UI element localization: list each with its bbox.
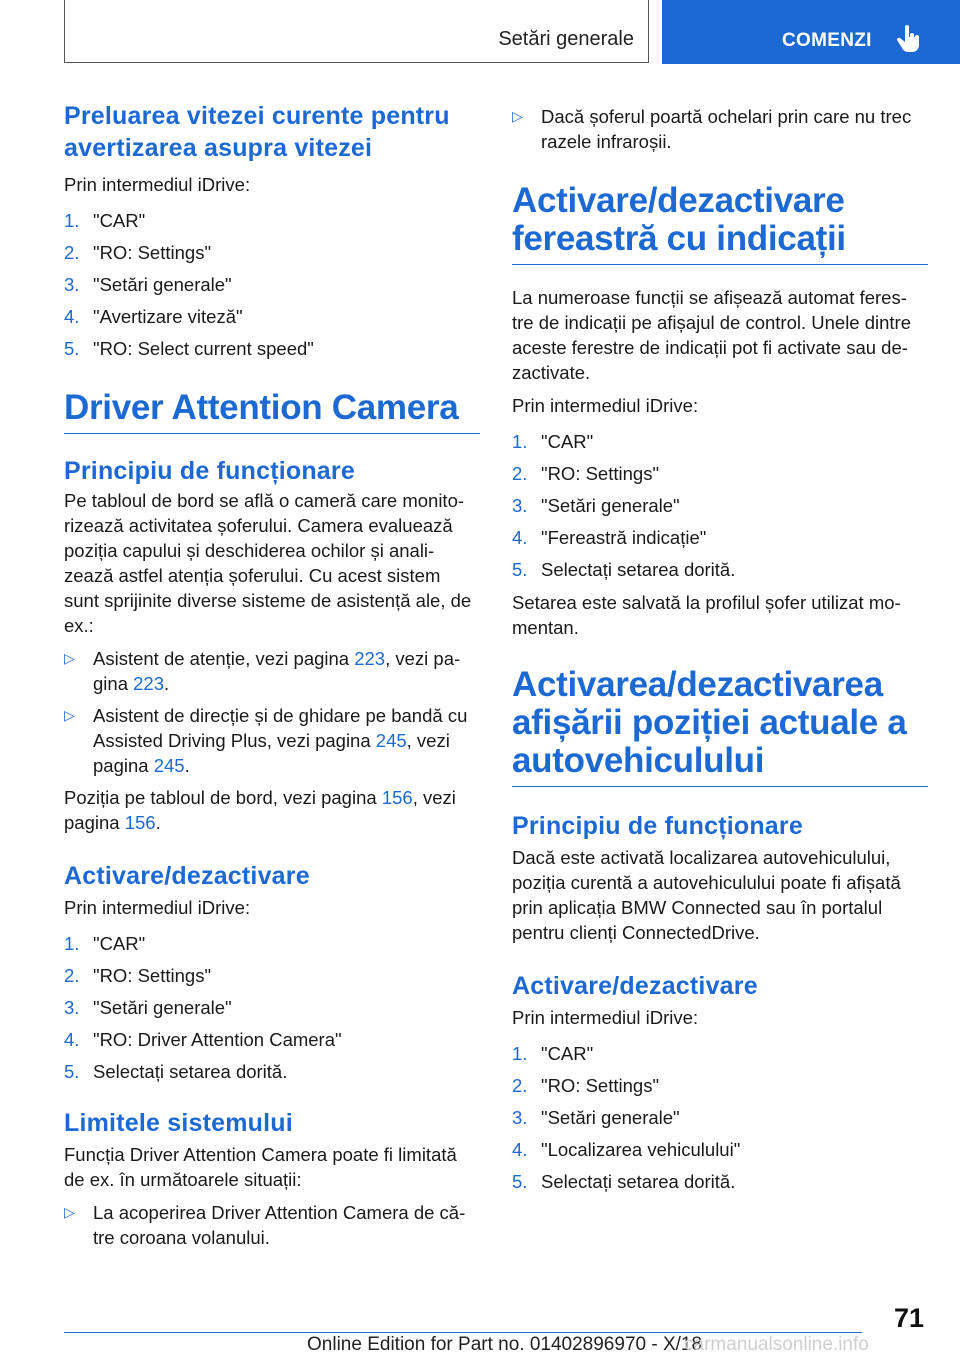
section-title: Setări generale [498,28,634,50]
list-item: 3. "Setări generale" [512,495,680,516]
limits-list [64,1200,480,1250]
list-item: 5. "RO: Select current speed" [64,338,314,359]
page-number: 71 [894,1303,925,1333]
page-link[interactable]: 223 [354,648,386,669]
list-item: 3. "Setări generale" [512,1107,680,1128]
list-item: 1. "CAR" [512,431,594,452]
page-link[interactable]: 223 [133,673,164,694]
list-item: 3. "Setări generale" [64,274,232,295]
idrive-intro: Prin intermediul iDrive: [64,897,251,918]
principle-text: Pe tabloul de bord se află o cameră care monito-rizează activitatea șoferului. Camera evaluează poziția capului și deschiderea ochilor și anali-zează astfel atenția șoferului. Cu acest sistem sunt sprijinite diverse sisteme de asistență ale, de ex.: [64,490,472,636]
page-link[interactable]: 156 [381,787,413,808]
commands-button-label: COMENZI [782,30,872,51]
list-item: ▷ Dacă șoferul poartă ochelari prin care nu trec razele infraroșii. [512,106,912,152]
list-item: ▷ Asistent de direcție și de ghidare pe bandă cu Assisted Driving Plus, vezi pagina 245, vezi pagina 245. [64,705,468,776]
right-column [512,100,928,1198]
list-item: 5. Selectați setarea dorită. [512,1171,736,1192]
chapter-title-hint-window: Activare/dezactivare fereastră cu indicații [512,182,928,265]
saved-setting-text: Setarea este salvată la profilul șofer utilizat mo-mentan. [512,592,901,638]
list-item: 5. Selectați setarea dorită. [64,1061,288,1082]
page-link[interactable]: 245 [153,755,185,776]
header-section-tab [64,0,649,63]
list-item: 4. "Localizarea vehiculului" [512,1139,741,1160]
list-item: 1. "CAR" [64,933,146,954]
section-speed-takeover-title: Preluarea vitezei curente pentru avertizarea asupra vitezei [64,102,450,162]
section-activation-title: Activare/dezactivare [512,972,758,1000]
steps-list [512,426,928,586]
chapter-title-vehicle-position: Activarea/dezactivarea afișării poziției actuale a autovehiculului [512,666,928,787]
list-item: 2. "RO: Settings" [64,242,212,263]
idrive-intro: Prin intermediul iDrive: [512,395,699,416]
limits-list-continued [512,104,928,154]
list-item: 1. "CAR" [512,1043,594,1064]
pointing-hand-icon [896,25,920,53]
section-principle-title: Principiu de funcționare [512,812,803,840]
steps-list [64,205,480,365]
footer-divider [64,1332,862,1333]
limits-text: Funcția Driver Attention Camera poate fi limitată de ex. în următoarele situații: [64,1144,457,1190]
position-text: Poziția pe tabloul de bord, vezi pagina 156, vezi pagina 156. [64,787,456,833]
chapter-title-driver-attention: Driver Attention Camera [64,389,480,434]
vehicle-location-text: Dacă este activată localizarea autovehiculului, poziția curentă a autovehiculului poate fi afișată prin aplicația BMW Connected sau în portalul pentru clienți ConnectedDrive. [512,847,901,943]
hint-window-text: La numeroase funcții se afișează automat feres-tre de indicații pe afișajul de control. Unele dintre aceste ferestre de indicații pot fi activate sau de-zactivate. [512,287,912,383]
section-activation-title: Activare/dezactivare [64,862,310,890]
list-item: 2. "RO: Settings" [512,463,660,484]
watermark: carmanualsonline.info [684,1334,869,1355]
list-item: 3. "Setări generale" [64,997,232,1018]
section-limits-title: Limitele sistemului [64,1109,293,1137]
list-item: 5. Selectați setarea dorită. [512,559,736,580]
page-link[interactable]: 245 [375,730,407,751]
assistance-systems-list [64,646,480,778]
section-principle-title: Principiu de funcționare [64,457,355,485]
steps-list [64,928,480,1088]
edition-text: Online Edition for Part no. 01402896970 - X/18 [307,1334,703,1355]
list-item: 4. "RO: Driver Attention Camera" [64,1029,342,1050]
page-link[interactable]: 156 [124,812,156,833]
list-item: 2. "RO: Settings" [64,965,212,986]
steps-list [512,1038,928,1198]
list-item: ▷ Asistent de atenție, vezi pagina 223, vezi pa-gina 223. [64,648,461,694]
idrive-intro: Prin intermediul iDrive: [512,1007,699,1028]
list-item: 2. "RO: Settings" [512,1075,660,1096]
list-item: 4. "Fereastră indicație" [512,527,707,548]
left-column [64,100,480,1257]
idrive-intro: Prin intermediul iDrive: [64,174,251,195]
list-item: 4. "Avertizare viteză" [64,306,243,327]
list-item: 1. "CAR" [64,210,146,231]
list-item: ▷ La acoperirea Driver Attention Camera de că-tre coroana volanului. [64,1202,466,1248]
